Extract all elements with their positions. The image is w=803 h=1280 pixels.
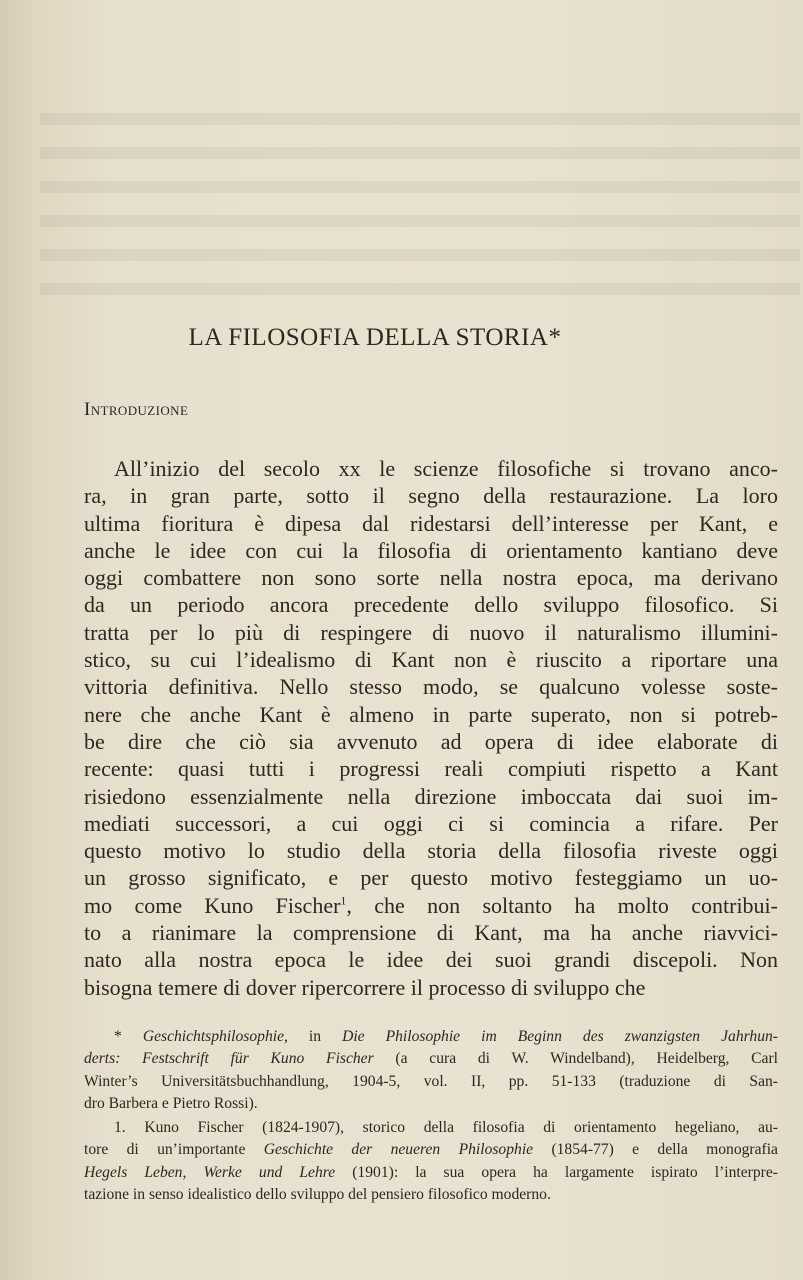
italic-title: Geschichte der neueren Philosophie [263, 1141, 534, 1159]
footnote-text: 1. Kuno Fischer (1824-1907), storico della filosofia di orientamento hegeliano, au- [114, 1119, 778, 1137]
footnote-reference: 1 [340, 893, 347, 908]
chapter-title-text: LA FILOSOFIA DELLA STORIA [188, 324, 549, 351]
footnote-text: , in [284, 1028, 343, 1045]
body-line-text: risiedono essenzialmente nella direzione imboccata dai suoi im- [84, 783, 778, 809]
body-line-text: mediati successori, a cui oggi ci si comincia a rifare. Per [84, 810, 778, 836]
footnote-line [84, 1071, 778, 1093]
body-line-text: tratta per lo più di respingere di nuovo il naturalismo illumini- [84, 619, 778, 645]
footnote-text: (1901): la sua opera ha largamente ispirato l’interpre- [335, 1163, 778, 1181]
body-line-text: vittoria definitiva. Nello stesso modo, se qualcuno volesse soste- [84, 674, 778, 700]
body-line [84, 728, 778, 755]
italic-title: Hegels Leben, Werke und Lehre [84, 1163, 336, 1181]
body-line-text: questo motivo lo studio della storia della filosofia riveste oggi [84, 838, 778, 864]
body-line [84, 591, 778, 618]
footnote-text: tore di un’importante [84, 1141, 264, 1159]
body-line [84, 510, 778, 537]
footnote [84, 1026, 778, 1115]
footnote-text: Winter’s Universitätsbuchhandlung, 1904-5, vol. II, pp. 51-133 (traduzione di San- [84, 1072, 778, 1090]
body-line [84, 946, 778, 973]
body-line-text: All’inizio del secolo xx le scienze filosofiche si trovano anco- [114, 456, 778, 481]
body-line-text: nere che anche Kant è almeno in parte superato, non si potreb- [84, 701, 778, 727]
body-line-text: un grosso significato, e per questo motivo festeggiamo un uo- [84, 865, 778, 891]
footnote-text: tazione in senso idealistico dello sviluppo del pensiero filosofico moderno. [84, 1186, 551, 1204]
body-line [84, 837, 778, 864]
body-line [84, 701, 778, 728]
footnote-text: * [114, 1028, 143, 1045]
body-line-text: stico, su cui l’idealismo di Kant non è riuscito a riportare una [84, 647, 778, 673]
body-line-text: recente: quasi tutti i progressi reali compiuti rispetto a Kant [84, 756, 778, 782]
body-line [84, 974, 778, 1001]
footnote-text: dro Barbera e Pietro Rossi). [84, 1094, 258, 1112]
footnotes [84, 1026, 778, 1206]
body-line [84, 619, 778, 646]
body-line [84, 646, 778, 673]
body-line-text: to a rianimare la comprensione di Kant, ma ha anche riavvici- [84, 920, 778, 946]
footnote-line [84, 1117, 778, 1139]
body-line [84, 783, 778, 810]
footnote-line [84, 1026, 778, 1048]
body-line [84, 455, 778, 482]
footnote-line [84, 1184, 778, 1206]
title-footnote-mark: * [548, 324, 562, 351]
italic-title: Geschichtsphilosophie [142, 1028, 285, 1045]
body-line [84, 892, 778, 919]
body-text [84, 455, 778, 1001]
body-line [84, 482, 778, 509]
body-line-text: ra, in gran parte, sotto il segno della restaurazione. La loro [84, 483, 778, 509]
body-line-text: ultima fioritura è dipesa dal ridestarsi dell’interesse per Kant, e [84, 510, 778, 536]
body-line [84, 810, 778, 837]
show-through-text [40, 95, 800, 295]
body-line-text: da un periodo ancora precedente dello sviluppo filosofico. Si [84, 592, 778, 618]
footnote-line [84, 1093, 778, 1115]
body-line [84, 755, 778, 782]
section-heading: Introduzione [84, 399, 189, 420]
body-line [84, 673, 778, 700]
body-line-text: anche le idee con cui la filosofia di orientamento kantiano deve [84, 537, 778, 563]
italic-title: Die Philosophie im Beginn des zwanzigsten Jahrhun- [342, 1028, 778, 1045]
body-line-text: nato alla nostra epoca le idee dei suoi grandi discepoli. Non [84, 947, 778, 973]
body-line [84, 537, 778, 564]
footnote-line [84, 1162, 778, 1184]
body-line-text: oggi combattere non sono sorte nella nostra epoca, ma derivano [84, 565, 778, 591]
body-line [84, 864, 778, 891]
footnote-text: (1854-77) e della monografia [533, 1141, 778, 1159]
body-line-text: bisogna temere di dover ripercorrere il processo di sviluppo che [84, 974, 646, 1000]
body-line [84, 564, 778, 591]
italic-title: derts: Festschrift für Kuno Fischer [84, 1050, 374, 1068]
footnote [84, 1117, 778, 1206]
body-line-text: , che non soltanto ha molto contribui- [346, 892, 778, 918]
body-line-text: mo come Kuno Fischer [84, 892, 341, 918]
footnote-text: (a cura di W. Windelband), Heidelberg, Carl [373, 1050, 778, 1068]
body-line-text: be dire che ciò sia avvenuto ad opera di idee elaborate di [84, 728, 778, 754]
chapter-title [0, 322, 750, 354]
footnote-line [84, 1139, 778, 1161]
footnote-line [84, 1048, 778, 1070]
body-line [84, 919, 778, 946]
